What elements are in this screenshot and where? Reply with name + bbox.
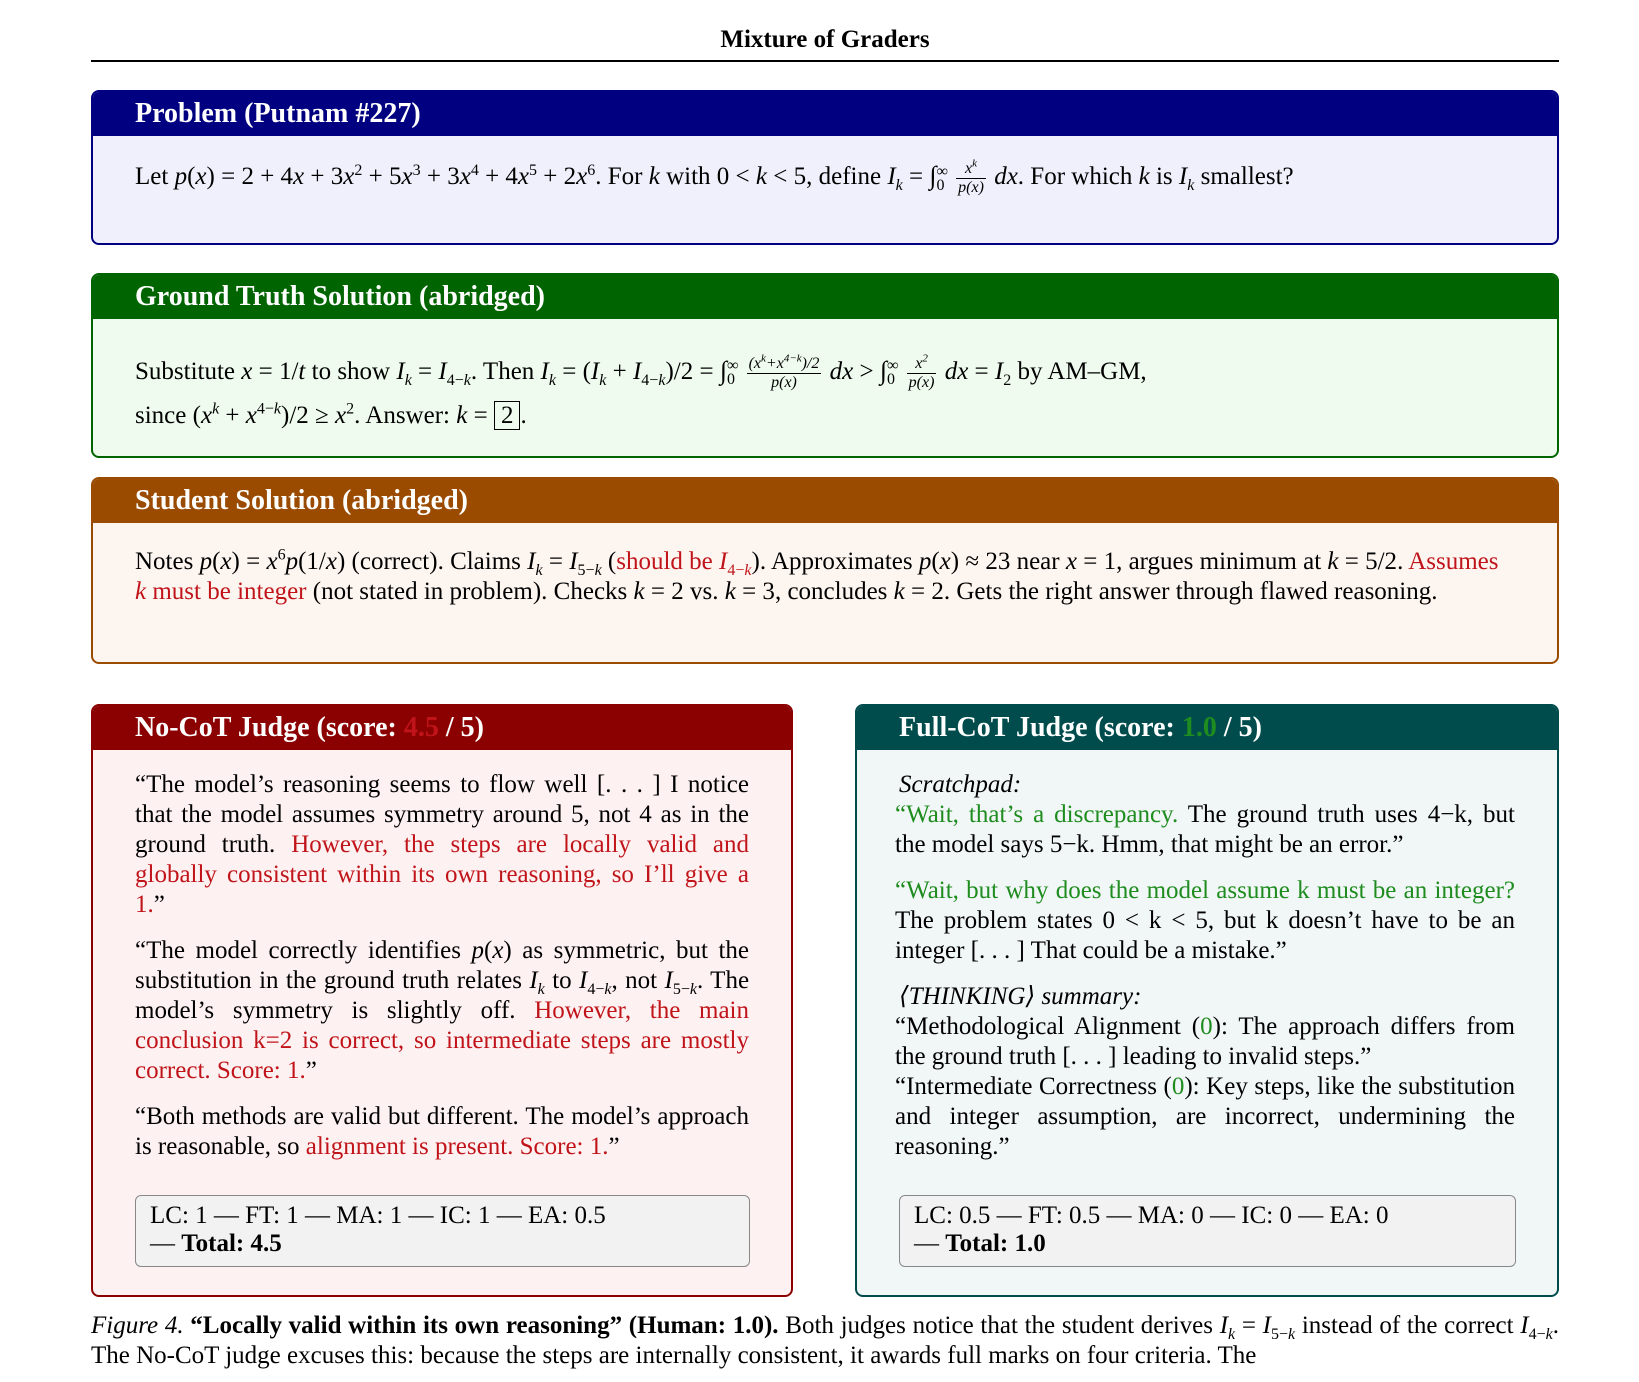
student-title: Student Solution (abridged) <box>93 479 1557 523</box>
nocot-quote-2: “The model correctly identifies p(x) as symmetric, but the substitution in the ground truth relates $I_k$ to $I_{4-k}$, not $I_{5-k}$. The model’s symmetry is slightly off. However, the main conclusion k=2 is correct, so intermediate steps are mostly correct. Score: 1.” <box>135 937 750 1084</box>
answer-box: 2 <box>494 401 521 430</box>
nocot-quote-1: “The model’s reasoning seems to flow well [. . . ] I notice that the model assumes symmetry around 5, not 4 as in the ground truth. However, the steps are locally valid and globally consistent within its own reasoning, so I’ll give a 1.” <box>135 771 749 918</box>
scratchpad-note-1: “Wait, that’s a discrepancy. The ground truth uses 4−k, but the model says 5−k. Hmm, that might be an error.” <box>895 801 1515 858</box>
nocot-title: No-CoT Judge (score: 4.5 / 5) <box>93 706 791 750</box>
fullcot-score-summary: LC: 0.5 — FT: 0.5 — MA: 0 — IC: 0 — EA: 0 — Total: 1.0 <box>899 1195 1516 1267</box>
fullcot-score: 1.0 <box>1181 712 1217 743</box>
thinking-item-1: “Methodological Alignment (0): The approach differs from the ground truth [. . . ] leading to invalid steps.” <box>895 1013 1515 1070</box>
nocot-score: 4.5 <box>403 712 439 743</box>
caption-label: Figure 4. <box>91 1312 184 1339</box>
nocot-judge-box <box>91 704 793 1297</box>
thinking-label: ⟨THINKING⟩ summary: <box>899 983 1142 1010</box>
fullcot-judge-box <box>855 704 1559 1297</box>
header-rule <box>91 60 1559 62</box>
ground-truth-box <box>91 273 1559 458</box>
student-text: Notes $p(x) = x^6p(1/x)$ (correct). Claims $I_k = I_{5-k}$ (should be $I_{4-k}$). Approximates p(x) ≈ 23 near x = 1, argues minimum at k = 5/2. Assumes k must be integer (not stated in problem). Checks k = 2 vs. k = 3, concludes k = 2. Gets the right answer through flawed reasoning. <box>135 546 1499 605</box>
ground-truth-text: Substitute x = 1/t to show $I_k = I_{4-k}$. Then $I_k = (I_k + I_{4-k})/2$ = ∫∞ 0 $\frac{(x^k+x^{4-k})/2}{p(x)}$ dx > ∫∞ 0 $\frac{x^2}{p(x)}$ dx = $I_2$ by AM–GM, since $(x^k + x^{4-k})/2 \ge x^2$. Answer: k = 2 . <box>135 352 1147 429</box>
problem-statement: Let $p(x) = 2 + 4x + 3x^2 + 5x^3 + 3x^4 + 4x^5 + 2x^6$. For k with 0 < k < 5, define $I_k$ = ∫∞ 0 $\frac{x^k}{p(x)}$ dx. For which k is $I_k$ smallest? <box>135 157 1294 196</box>
scratchpad-label: Scratchpad: <box>899 771 1022 798</box>
scratchpad-note-2: “Wait, but why does the model assume k must be an integer? The problem states 0 < k < 5, but k doesn’t have to be an integer [. . . ] That could be a mistake.” <box>895 877 1515 964</box>
student-box <box>91 477 1559 664</box>
nocot-score-summary: LC: 1 — FT: 1 — MA: 1 — IC: 1 — EA: 0.5 — Total: 4.5 <box>135 1195 750 1267</box>
figure-caption: Figure 4. “Locally valid within its own reasoning” (Human: 1.0). Both judges notice that the student derives $I_k = I_{5-k}$ instead of the correct $I_{4-k}$. The No-CoT judge excuses this: because the steps are internally consistent, it awards full marks on four criteria. The <box>91 1312 1560 1369</box>
running-head: Mixture of Graders <box>720 26 930 53</box>
thinking-item-2: “Intermediate Correctness (0): Key steps, like the substitution and integer assumption, are incorrect, undermining the reasoning.” <box>895 1073 1515 1160</box>
problem-title: Problem (Putnam #227) <box>93 92 1557 136</box>
problem-box <box>91 90 1559 245</box>
nocot-quotes <box>93 750 791 1162</box>
fullcot-notes <box>857 750 1557 1162</box>
nocot-quote-3: “Both methods are valid but different. The model’s approach is reasonable, so alignment is present. Score: 1.” <box>135 1103 749 1160</box>
fullcot-title: Full-CoT Judge (score: 1.0 / 5) <box>857 706 1557 750</box>
ground-truth-title: Ground Truth Solution (abridged) <box>93 275 1557 319</box>
